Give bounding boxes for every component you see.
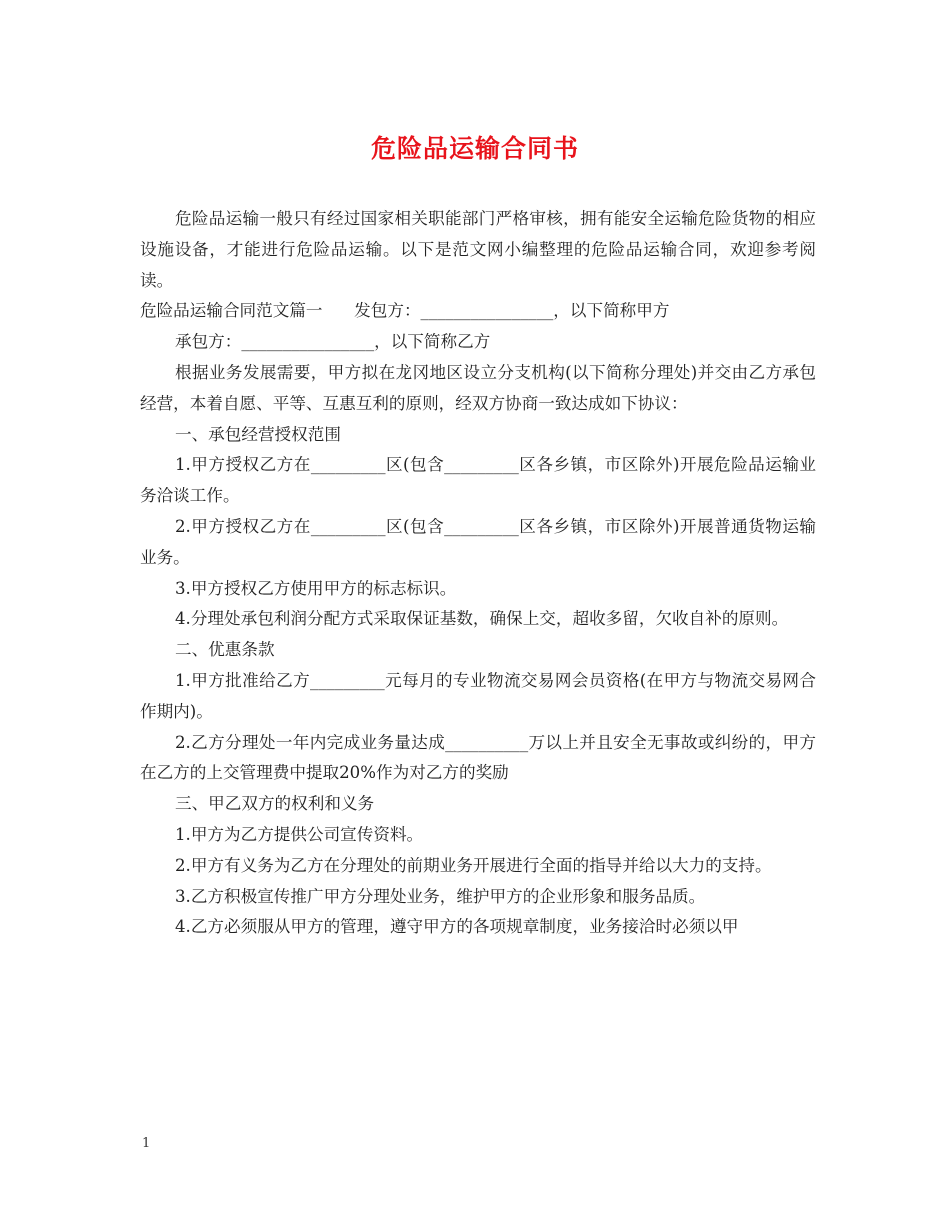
clause-3-1: 1.甲方为乙方提供公司宣传资料。 [175,824,424,844]
clause-1-2: 2.甲方授权乙方在_________区(包含_________区各乡镇，市区除外)开展普通货物运输业务。 [140,516,816,567]
clause-1-4: 4.分理处承包利润分配方式采取保证基数，确保上交，超收多留，欠收自补的原则。 [175,609,789,629]
paragraph-contractor: 承包方：________________，以下简称乙方 [175,332,491,352]
clause-3-4: 4.乙方必须服从甲方的管理，遵守甲方的各项规章制度，业务接洽时必须以甲 [175,917,739,937]
paragraph-preamble: 根据业务发展需要，甲方拟在龙冈地区设立分支机构(以下简称分理处)并交由乙方承包经营，本着自愿、平等、互惠互利的原则，经双方协商一致达成如下协议： [140,362,816,413]
document-title: 危险品运输合同书 [370,134,579,163]
paragraph-intro: 危险品运输一般只有经过国家相关职能部门严格审核，拥有能安全运输危险货物的相应设施设备，才能进行危险品运输。以下是范文网小编整理的危险品运输合同，欢迎参考阅读。 [140,209,816,290]
clause-1-3: 3.甲方授权乙方使用甲方的标志标识。 [175,578,457,598]
document-body [140,204,816,943]
clause-2-1: 1.甲方批准给乙方_________元每月的专业物流交易网会员资格(在甲方与物流交易网合作期内)。 [140,670,816,721]
page-number: 1 [142,1136,151,1151]
section-heading-scope: 一、承包经营授权范围 [175,424,341,444]
paragraph-contract-heading: 危险品运输合同范文篇一 发包方：________________，以下简称甲方 [140,301,670,321]
section-heading-rights: 三、甲乙双方的权利和义务 [175,794,375,814]
clause-1-1: 1.甲方授权乙方在_________区(包含_________区各乡镇，市区除外)开展危险品运输业务洽谈工作。 [140,455,816,506]
clause-3-2: 2.甲方有义务为乙方在分理处的前期业务开展进行全面的指导并给以大力的支持。 [175,855,772,875]
section-heading-benefits: 二、优惠条款 [175,640,275,660]
clause-3-3: 3.乙方积极宣传推广甲方分理处业务，维护甲方的企业形象和服务品质。 [175,886,706,906]
clause-2-2: 2.乙方分理处一年内完成业务量达成__________万以上并且安全无事故或纠纷的，甲方在乙方的上交管理费中提取20%作为对乙方的奖励 [140,732,816,783]
